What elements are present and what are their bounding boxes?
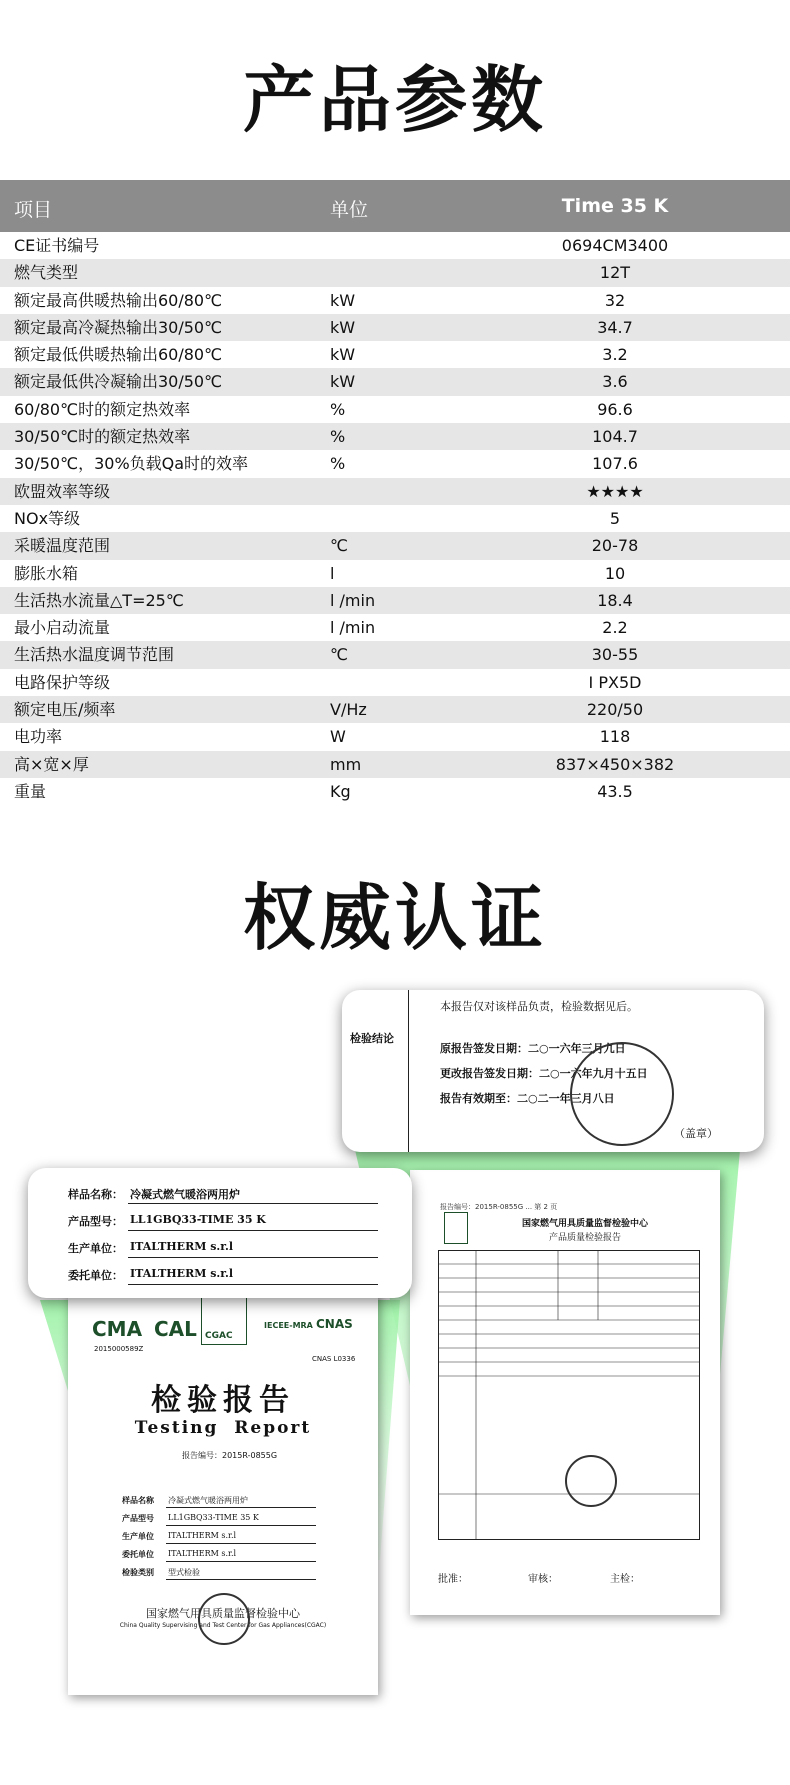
table-row	[0, 505, 790, 532]
row-name: 电路保护等级	[14, 672, 111, 692]
conclusion-line-3: 更改报告签发日期：二○一六年九月十五日	[440, 1067, 648, 1080]
certification-title: 权威认证	[242, 876, 547, 960]
row-name: 生活热水流量△T=25℃	[14, 590, 184, 610]
row-name: 额定电压/频率	[14, 700, 116, 720]
header-unit: 单位	[330, 199, 369, 221]
cover-title-cn: 检验报告	[151, 1383, 295, 1418]
cnas-logo-icon: CNAS	[316, 1317, 353, 1331]
row-value: 10	[604, 563, 626, 583]
cover-center-en: China Quality Supervising and Test Center for Gas Appliances(CGAC)	[119, 1622, 327, 1629]
row-value: 3.6	[602, 372, 628, 392]
table-row	[0, 751, 790, 778]
spec-rows	[0, 232, 790, 805]
row-unit: kW	[330, 317, 356, 337]
row-value: I PX5D	[588, 672, 642, 692]
row-name: 燃气类型	[14, 263, 79, 283]
row-unit: kW	[330, 372, 356, 392]
table-row	[0, 587, 790, 614]
cma-code: 2015000589Z	[94, 1345, 144, 1353]
conclusion-line-4: 报告有效期至：二○二一年三月八日	[440, 1092, 615, 1105]
report-no: 2015R-0855G	[222, 1451, 278, 1460]
signer-approve: 批准：	[438, 1574, 468, 1585]
info-label: 生产单位：	[68, 1242, 123, 1255]
row-name: 高×宽×厚	[14, 754, 89, 774]
row-name: CE证书编号	[14, 236, 100, 255]
row-name: 重量	[14, 781, 47, 801]
table-row	[0, 396, 790, 423]
row-name: 欧盟效率等级	[14, 481, 111, 501]
table-row	[0, 423, 790, 450]
row-unit: l /min	[330, 618, 376, 638]
cgac-label: CGAC	[205, 1331, 233, 1341]
row-unit: %	[330, 427, 346, 447]
row-value: 104.7	[592, 427, 638, 447]
table-row	[0, 368, 790, 395]
spec-table-header	[0, 180, 790, 232]
signer-inspect: 主检：	[610, 1574, 640, 1585]
row-value: 34.7	[597, 317, 633, 337]
header-model: Time 35 K	[561, 195, 669, 217]
iecee-logo-icon: IECEE-MRA	[264, 1321, 313, 1330]
row-name: 30/50℃，30%负载Qa时的效率	[14, 454, 249, 474]
row-name: 额定最低供暖热输出60/80℃	[14, 345, 223, 365]
info-label: 样品名称：	[68, 1188, 123, 1201]
row-name: 额定最高供暖热输出60/80℃	[14, 290, 223, 310]
cgac-logo-icon	[444, 1212, 468, 1244]
signer-review: 审核：	[528, 1574, 558, 1585]
detail-grid	[438, 1250, 700, 1540]
conclusion-seal-stamp	[570, 1042, 674, 1146]
cover-field-underline	[166, 1579, 316, 1580]
row-value: 32	[604, 290, 626, 310]
info-value: LL1GBQ33-TIME 35 K	[130, 1213, 266, 1226]
conclusion-line-1: 本报告仅对该样品负责，检验数据见后。	[440, 1000, 638, 1013]
row-name: 30/50℃时的额定热效率	[14, 427, 191, 447]
row-value: 18.4	[597, 590, 633, 610]
sample-info-card	[28, 1168, 412, 1298]
report-no-label: 报告编号：	[182, 1451, 222, 1460]
detail-subheader: 产品质量检验报告	[548, 1233, 621, 1243]
info-underline	[128, 1203, 378, 1204]
cover-title-en: Testing Report	[134, 1418, 312, 1438]
table-row	[0, 287, 790, 314]
row-value: ★★★★	[586, 481, 644, 501]
seal-note: （盖章）	[674, 1127, 718, 1140]
row-unit: ℃	[330, 645, 348, 665]
cover-field-value: 型式检验	[168, 1568, 200, 1577]
info-underline	[128, 1284, 378, 1285]
table-row	[0, 778, 790, 805]
detail-header: 国家燃气用具质量监督检验中心	[521, 1219, 648, 1229]
cover-field-value: LL1GBQ33-TIME 35 K	[168, 1513, 259, 1522]
row-name: 生活热水温度调节范围	[14, 645, 175, 665]
row-name: 额定最高冷凝热输出30/50℃	[14, 317, 223, 337]
info-underline	[128, 1257, 378, 1258]
table-row	[0, 532, 790, 559]
row-name: 60/80℃时的额定热效率	[14, 399, 191, 419]
info-value: ITALTHERM s.r.l	[130, 1267, 234, 1280]
cover-seal-stamp	[198, 1593, 250, 1645]
conclusion-line-2: 原报告签发日期：二○一六年三月九日	[440, 1042, 626, 1055]
row-unit: %	[330, 399, 346, 419]
table-row	[0, 641, 790, 668]
cover-field-value: ITALTHERM s.r.l	[168, 1531, 237, 1540]
row-name: 最小启动流量	[14, 618, 111, 638]
cover-field-underline	[166, 1543, 316, 1544]
cover-field-label: 生产单位	[122, 1532, 154, 1541]
table-row	[0, 314, 790, 341]
cover-field-value: ITALTHERM s.r.l	[168, 1549, 237, 1558]
cover-center-cn: 国家燃气用具质量监督检验中心	[146, 1607, 300, 1620]
row-unit: mm	[330, 754, 362, 774]
cma-logo-icon: CMA	[92, 1317, 143, 1341]
header-item: 项目	[14, 199, 53, 221]
table-row	[0, 478, 790, 505]
info-label: 产品型号：	[68, 1215, 123, 1228]
info-value: ITALTHERM s.r.l	[130, 1240, 234, 1253]
conclusion-side-label: 检验结论	[350, 1032, 394, 1045]
row-unit: l	[330, 563, 335, 583]
table-row	[0, 232, 790, 259]
row-unit: ℃	[330, 536, 348, 556]
table-row	[0, 696, 790, 723]
info-value: 冷凝式燃气暖浴两用炉	[130, 1188, 240, 1201]
product-params-title: 产品参数	[242, 58, 547, 142]
row-unit: l /min	[330, 590, 376, 610]
row-value: 12T	[599, 263, 631, 283]
table-row	[0, 723, 790, 750]
row-value: 96.6	[597, 399, 633, 419]
report-cover-document	[68, 1275, 378, 1695]
row-value: 43.5	[597, 781, 633, 801]
cover-field-underline	[166, 1561, 316, 1562]
detail-seal-stamp	[565, 1455, 617, 1507]
cover-field-label: 样品名称	[122, 1496, 154, 1505]
row-value: 20-78	[591, 536, 639, 556]
row-unit: kW	[330, 290, 356, 310]
row-name: 电功率	[14, 727, 63, 747]
row-unit: V/Hz	[330, 700, 367, 720]
row-unit: %	[330, 454, 346, 474]
row-name: NOx等级	[14, 508, 81, 528]
table-row	[0, 560, 790, 587]
table-row	[0, 614, 790, 641]
cover-field-value: 冷凝式燃气暖浴两用炉	[168, 1496, 248, 1505]
cover-field-label: 产品型号	[122, 1514, 154, 1523]
row-value: 220/50	[586, 700, 644, 720]
cover-field-underline	[166, 1525, 316, 1526]
cover-field-label: 委托单位	[122, 1550, 154, 1559]
row-value: 0694CM3400	[561, 236, 669, 255]
table-row	[0, 450, 790, 477]
row-value: 2.2	[602, 618, 628, 638]
row-value: 837×450×382	[555, 754, 675, 774]
conclusion-card	[342, 990, 764, 1152]
row-name: 采暖温度范围	[14, 536, 111, 556]
row-value: 107.6	[592, 454, 638, 474]
info-underline	[128, 1230, 378, 1231]
table-row	[0, 341, 790, 368]
row-unit: kW	[330, 345, 356, 365]
cover-field-underline	[166, 1507, 316, 1508]
row-unit: W	[330, 727, 346, 747]
report-detail-document: 报告编号：2015R-0855G ... 第 2 页 国家燃气用具质量监督检验中心 产品质量检验报告 批准： 审核： 主检：	[410, 1170, 720, 1615]
info-label: 委托单位：	[68, 1269, 123, 1282]
row-value: 5	[609, 508, 621, 528]
row-value: 118	[599, 727, 631, 747]
spec-table	[0, 180, 790, 805]
cal-logo-icon: CAL	[154, 1317, 197, 1341]
row-value: 3.2	[602, 345, 628, 365]
cnas-code: CNAS L0336	[312, 1355, 356, 1363]
row-unit: Kg	[330, 781, 351, 801]
row-name: 膨胀水箱	[14, 563, 79, 583]
row-name: 额定最低供冷凝输出30/50℃	[14, 372, 223, 392]
cover-field-label: 检验类别	[122, 1568, 154, 1577]
table-row	[0, 259, 790, 286]
table-row	[0, 669, 790, 696]
row-value: 30-55	[591, 645, 639, 665]
